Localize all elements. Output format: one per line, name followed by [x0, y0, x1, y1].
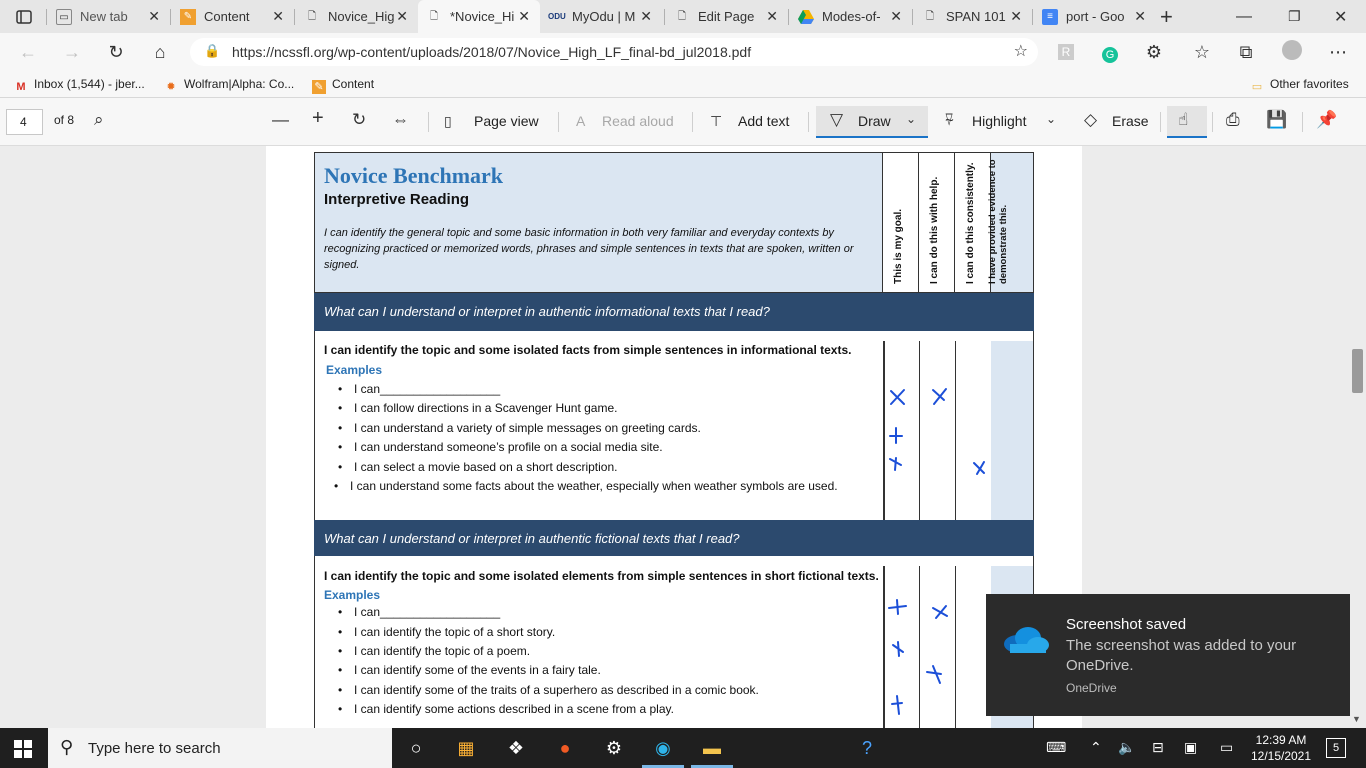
battery-icon[interactable]: ▣: [1184, 739, 1198, 755]
list-item: • I can understand a variety of simple messages on greeting cards.: [354, 421, 701, 435]
can-do-statement: I can identify the topic and some isolated elements from simple sentences in short fictional texts.: [324, 569, 879, 583]
gear-icon: ⚙: [605, 738, 623, 758]
firefox-button[interactable]: [551, 736, 579, 760]
page-title: Novice Benchmark: [324, 163, 504, 188]
folder-icon: ▬: [703, 738, 721, 758]
profile-button[interactable]: [1280, 40, 1304, 64]
more-icon: ⋯: [1329, 42, 1347, 62]
taskbar: [0, 728, 1366, 768]
minimize-button[interactable]: [1236, 0, 1260, 33]
benchmark-header: [314, 152, 883, 293]
edge-button[interactable]: [649, 736, 677, 760]
examples-label: Examples: [324, 588, 381, 602]
favorites-bar: [0, 71, 1366, 98]
network-icon[interactable]: ⊟: [1152, 739, 1164, 755]
pen-mark: [927, 666, 941, 683]
zoom-in-button[interactable]: +: [312, 107, 324, 129]
tab-actions-button[interactable]: [8, 0, 40, 33]
pen-mark: [892, 696, 902, 714]
examples-label: Examples: [326, 363, 383, 377]
scrollbar-thumb[interactable]: [1352, 349, 1363, 393]
pen-mark: [889, 600, 906, 614]
content-icon: ✎: [180, 9, 196, 25]
page-subtitle: Interpretive Reading: [324, 191, 470, 208]
draw-label: Draw: [858, 113, 891, 129]
start-button[interactable]: [14, 740, 32, 758]
collections-button[interactable]: [1234, 40, 1258, 64]
print-icon[interactable]: ⎙: [1226, 110, 1240, 129]
pdf-icon: 🗋: [307, 10, 317, 22]
column-header-consistently: [955, 152, 991, 293]
task-view-icon: ○: [410, 738, 422, 758]
back-arrow-icon: ←: [19, 42, 37, 62]
list-item: • I can__________________: [354, 605, 500, 619]
help-button[interactable]: [853, 736, 881, 760]
pdf-page: [266, 146, 1082, 728]
lock-icon[interactable]: 🔒: [204, 43, 221, 58]
onedrive-cloud-icon: [1002, 624, 1050, 654]
forward-arrow-icon: →: [63, 42, 81, 62]
tab-label: MyOdu | M: [572, 9, 636, 24]
grammarly-button[interactable]: [1098, 40, 1122, 64]
new-tab-icon: ▭: [56, 9, 72, 25]
column-header-goal: [883, 152, 919, 293]
tab-label: New tab: [80, 9, 128, 24]
tab-novice-high-active[interactable]: [418, 0, 540, 33]
tab-novice-high-1[interactable]: [304, 0, 418, 33]
list-item: • I can follow directions in a Scavenger Hunt game.: [354, 401, 617, 415]
tab-new-tab[interactable]: [56, 0, 170, 33]
clock-date: 12/15/2021: [1250, 749, 1312, 763]
fit-page-icon[interactable]: ⇔: [392, 110, 409, 129]
pdf-icon: 🗋: [429, 10, 439, 22]
favorite-label: Wolfram|Alpha: Co...: [184, 77, 295, 91]
file-explorer-button[interactable]: [698, 736, 726, 760]
notification-title: Screenshot saved: [1066, 616, 1187, 633]
list-item: • I can select a movie based on a short description.: [354, 460, 617, 474]
highlighter-icon: ⍫: [944, 110, 955, 129]
refresh-button[interactable]: [104, 40, 128, 64]
address-bar: [0, 33, 1366, 71]
column-header-with-help: [919, 152, 955, 293]
task-view-button[interactable]: [402, 736, 430, 760]
close-icon[interactable]: ✕: [518, 8, 530, 24]
edge-icon: ◉: [655, 738, 671, 758]
list-item: • I can identify some actions described in a scene from a play.: [354, 702, 674, 716]
draw-button[interactable]: [816, 106, 928, 138]
tab-label: *Novice_Hi: [450, 9, 515, 24]
close-icon[interactable]: ✕: [1010, 8, 1022, 24]
page-total: of 8: [54, 113, 75, 127]
favorite-star-icon[interactable]: ☆: [1013, 43, 1028, 60]
drive-icon: [798, 10, 814, 24]
search-icon[interactable]: ⌕: [94, 110, 104, 129]
tab-actions-icon: [16, 9, 32, 25]
pen-annotations: [886, 386, 996, 728]
store-icon: ▦: [457, 738, 475, 758]
volume-icon[interactable]: 🔈: [1118, 739, 1136, 755]
close-icon[interactable]: ✕: [766, 8, 778, 24]
clock-time: 12:39 AM: [1255, 733, 1307, 747]
rotate-icon[interactable]: ↻: [352, 110, 367, 129]
erase-button[interactable]: Erase: [1112, 113, 1149, 129]
pin-icon[interactable]: 📌: [1316, 110, 1338, 129]
system-clock[interactable]: [1246, 732, 1316, 764]
url-field[interactable]: [190, 38, 1038, 66]
back-button[interactable]: [16, 40, 40, 64]
home-button[interactable]: [148, 40, 172, 64]
notification-count: 5: [1332, 742, 1340, 754]
tab-edit-page[interactable]: [674, 0, 788, 33]
tab-span-101[interactable]: [922, 0, 1032, 33]
read-aloud-button[interactable]: Read aloud: [602, 113, 674, 129]
add-text-button[interactable]: Add text: [738, 113, 790, 129]
collections-icon: ⧉: [1239, 42, 1253, 62]
doc-icon: 🗋: [677, 10, 687, 22]
pen-mark: [974, 462, 984, 474]
chevron-down-icon[interactable]: ⌄: [1046, 112, 1057, 126]
tab-label: Content: [204, 9, 250, 24]
list-item: • I can identify the topic of a short story.: [354, 625, 555, 639]
add-text-icon: ⊤: [710, 113, 723, 129]
pen-mark: [893, 642, 903, 656]
other-favorites-label: Other favorites: [1270, 77, 1349, 91]
search-icon: ⚲: [60, 737, 74, 757]
column-label: This is my goal.: [893, 208, 904, 284]
favorites-icon: ☆: [1193, 42, 1211, 62]
folder-icon: ▭: [1251, 81, 1263, 93]
pen-mark: [933, 389, 946, 404]
list-item: • I can identify some of the events in a fairy tale.: [354, 663, 601, 677]
other-favorites[interactable]: [1250, 77, 1349, 94]
notification-source: OneDrive: [1066, 681, 1117, 695]
notification-center-button[interactable]: [1326, 738, 1346, 758]
restore-button[interactable]: [1288, 0, 1312, 33]
doc-icon: 🗋: [925, 10, 935, 22]
close-icon[interactable]: ✕: [890, 8, 902, 24]
odu-icon: ODU: [548, 11, 566, 21]
close-icon: ✕: [1334, 8, 1348, 26]
column-label: I have provided evidence to demonstrate this.: [987, 159, 1009, 284]
restore-icon: ❐: [1288, 8, 1301, 24]
column-label: I can do this consistently.: [965, 162, 976, 284]
taskbar-search-input[interactable]: [48, 728, 392, 768]
touch-write-button[interactable]: [1167, 106, 1207, 138]
zoom-out-button[interactable]: —: [272, 110, 289, 129]
chevron-down-icon[interactable]: ⌄: [906, 112, 917, 126]
benchmark-description: I can identify the general topic and some basic information in both very familiar and everyday contexts by recognizing practiced or memorized words, phrases and simple sentences in texts that are spoken, written or signed.: [324, 227, 854, 271]
wolfram-icon: ✹: [166, 81, 176, 93]
home-icon: ⌂: [154, 42, 166, 62]
section-question-text: What can I understand or interpret in authentic informational texts that I read?: [324, 304, 770, 319]
highlight-button[interactable]: Highlight: [972, 113, 1027, 129]
tab-label: port - Goo: [1066, 9, 1125, 24]
page-view-button[interactable]: Page view: [474, 113, 539, 129]
scroll-down-icon[interactable]: ▼: [1352, 714, 1361, 724]
page-number-input[interactable]: 4: [6, 109, 43, 135]
pen-mark: [891, 390, 904, 404]
new-tab-button[interactable]: [1160, 0, 1184, 33]
eraser-icon: ◇: [1084, 110, 1098, 129]
close-icon[interactable]: ✕: [272, 8, 284, 24]
gdocs-icon: ≡: [1042, 9, 1058, 25]
store-button[interactable]: [452, 736, 480, 760]
save-icon[interactable]: 💾: [1266, 110, 1288, 129]
firefox-icon: ●: [559, 738, 571, 758]
pen-icon: ▽: [830, 110, 844, 129]
tab-label: SPAN 101: [946, 9, 1006, 24]
can-do-statement: I can identify the topic and some isolated facts from simple sentences in informational texts.: [324, 343, 852, 357]
input-indicator-icon[interactable]: ▭: [1220, 739, 1234, 755]
page-view-icon: ▯: [444, 113, 452, 129]
section-question-text: What can I understand or interpret in authentic fictional texts that I read?: [324, 531, 740, 546]
tab-myodu[interactable]: [548, 0, 662, 33]
extension-icon: R: [1058, 44, 1075, 60]
plus-icon: +: [1160, 3, 1173, 29]
close-icon[interactable]: ✕: [640, 8, 652, 24]
tab-strip: [0, 0, 1366, 33]
tab-label: Novice_Hig: [328, 9, 395, 24]
url-text[interactable]: https://ncssfl.org/wp-content/uploads/2018/07/Novice_High_LF_final-bd_jul2018.pdf: [232, 44, 752, 60]
pen-mark: [890, 428, 902, 443]
avatar: [1282, 40, 1302, 60]
tab-label: Modes-of-: [822, 9, 881, 24]
settings-menu-button[interactable]: [1326, 40, 1350, 64]
extension-r-button[interactable]: [1054, 40, 1078, 64]
close-window-button[interactable]: [1334, 0, 1358, 33]
close-icon[interactable]: ✕: [148, 8, 160, 24]
help-icon: ?: [861, 738, 872, 758]
dropbox-button[interactable]: [502, 736, 530, 760]
favorite-inbox[interactable]: [14, 77, 145, 94]
read-aloud-icon: A: [576, 113, 586, 129]
close-icon[interactable]: ✕: [1134, 8, 1146, 24]
favorite-wolfram[interactable]: [164, 77, 294, 94]
favorites-button[interactable]: [1190, 40, 1214, 64]
vertical-scrollbar[interactable]: [1349, 146, 1366, 728]
refresh-icon: ↻: [108, 42, 124, 62]
close-icon[interactable]: ✕: [396, 8, 408, 24]
pen-mark: [933, 606, 947, 618]
search-placeholder: Type here to search: [88, 740, 221, 757]
hand-icon: ☝: [1178, 110, 1189, 129]
section-question: [314, 293, 1034, 331]
favorite-label: Inbox (1,544) - jber...: [34, 77, 145, 91]
tab-modes-of[interactable]: [798, 0, 912, 33]
settings-button[interactable]: [600, 736, 628, 760]
tab-port-google-docs[interactable]: [1042, 0, 1156, 33]
list-item: • I can identify the topic of a poem.: [354, 644, 530, 658]
notification-body: The screenshot was added to your OneDrive.: [1066, 637, 1297, 674]
content-icon: ✎: [312, 80, 326, 94]
column-label: I can do this with help.: [929, 176, 940, 284]
extensions-button[interactable]: [1142, 40, 1166, 64]
screenshot-notification[interactable]: [986, 594, 1350, 716]
list-item: • I can identify some of the traits of a superhero as described in a comic book.: [354, 683, 759, 697]
pen-mark: [890, 458, 901, 470]
grammarly-icon: G: [1102, 47, 1118, 63]
favorite-label: Content: [332, 77, 375, 91]
chevron-up-icon[interactable]: ⌃: [1090, 739, 1102, 755]
list-item: • I can understand some facts about the weather, especially when weather symbols are used.: [350, 479, 838, 493]
gmail-icon: M: [16, 81, 26, 93]
keyboard-icon[interactable]: ⌨: [1046, 739, 1067, 755]
minimize-icon: —: [1236, 7, 1252, 25]
list-item: • I can__________________: [354, 382, 500, 396]
puzzle-icon: ⚙: [1145, 42, 1163, 62]
pdf-toolbar: [0, 98, 1366, 146]
dropbox-icon: ❖: [507, 738, 525, 758]
tab-content[interactable]: [180, 0, 294, 33]
column-header-evidence: [987, 152, 1034, 293]
favorite-content[interactable]: [312, 77, 374, 94]
tab-label: Edit Page: [698, 9, 755, 24]
list-item: • I can understand someone’s profile on a social media site.: [354, 440, 663, 454]
forward-button[interactable]: [60, 40, 84, 64]
